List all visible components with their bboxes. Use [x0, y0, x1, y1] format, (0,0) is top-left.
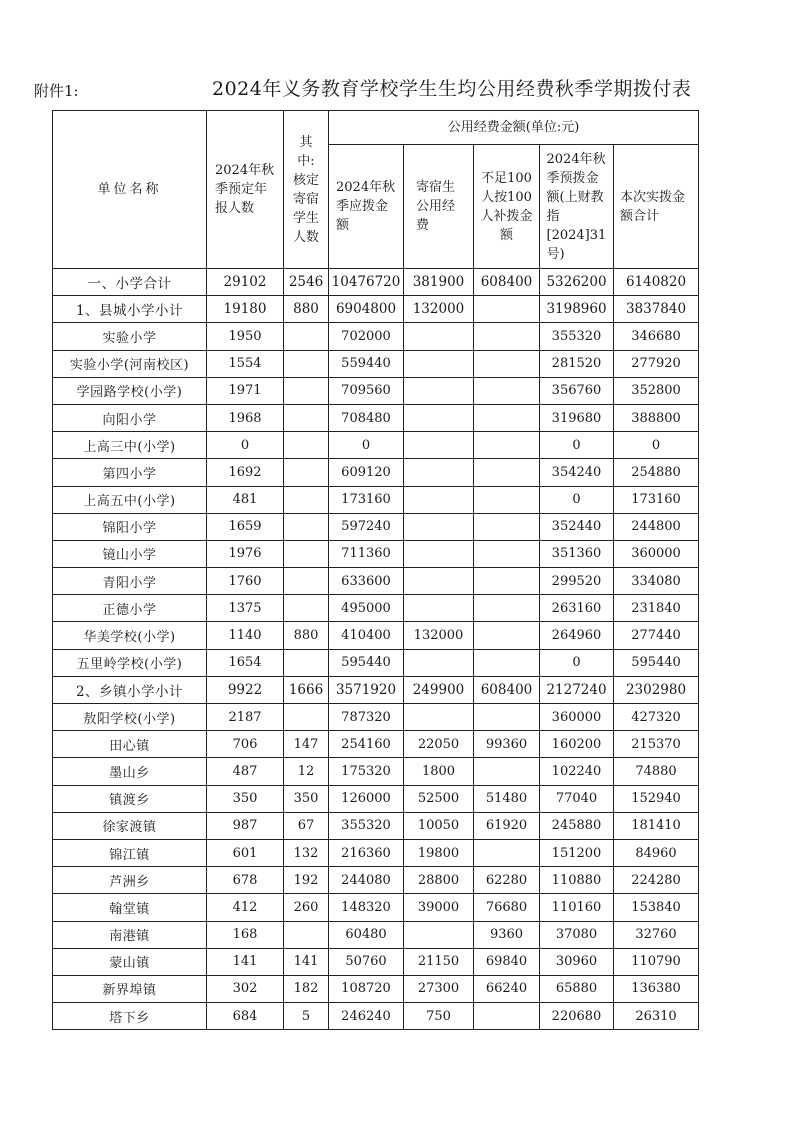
boarding-funds-cell	[404, 595, 474, 622]
unit-name-cell: 锦江镇	[53, 839, 207, 866]
header-due: 2024年秋季应拨金额	[329, 145, 404, 269]
unit-name-cell: 塔下乡	[53, 1003, 207, 1030]
boarding-funds-cell: 132000	[404, 622, 474, 649]
table-row	[53, 758, 699, 785]
boarding-cell	[284, 377, 329, 404]
actual-amount-cell: 6140820	[614, 269, 699, 296]
prepaid-cell: 352440	[540, 513, 614, 540]
table-row	[53, 404, 699, 431]
under100-cell	[474, 404, 540, 431]
unit-name-cell: 实验小学(河南校区)	[53, 350, 207, 377]
enrollment-cell: 1659	[207, 513, 284, 540]
due-amount-cell: 711360	[329, 540, 404, 567]
prepaid-cell: 299520	[540, 568, 614, 595]
due-amount-cell: 609120	[329, 459, 404, 486]
boarding-funds-cell: 28800	[404, 867, 474, 894]
prepaid-cell: 360000	[540, 704, 614, 731]
enrollment-cell: 1140	[207, 622, 284, 649]
boarding-funds-cell	[404, 459, 474, 486]
boarding-funds-cell: 27300	[404, 975, 474, 1002]
due-amount-cell: 355320	[329, 812, 404, 839]
boarding-funds-cell: 19800	[404, 839, 474, 866]
due-amount-cell: 633600	[329, 568, 404, 595]
prepaid-cell: 3198960	[540, 296, 614, 323]
header-boarding: 其中:核定寄宿学生人数	[284, 111, 329, 269]
actual-amount-cell: 84960	[614, 839, 699, 866]
boarding-cell	[284, 921, 329, 948]
boarding-cell	[284, 350, 329, 377]
boarding-funds-cell: 10050	[404, 812, 474, 839]
enrollment-cell: 1375	[207, 595, 284, 622]
boarding-cell: 141	[284, 948, 329, 975]
prepaid-cell: 220680	[540, 1003, 614, 1030]
due-amount-cell: 708480	[329, 404, 404, 431]
boarding-cell: 350	[284, 785, 329, 812]
enrollment-cell: 1976	[207, 540, 284, 567]
boarding-funds-cell: 132000	[404, 296, 474, 323]
actual-amount-cell: 153840	[614, 894, 699, 921]
prepaid-cell: 110160	[540, 894, 614, 921]
boarding-cell	[284, 323, 329, 350]
table-row	[53, 867, 699, 894]
actual-amount-cell: 388800	[614, 404, 699, 431]
under100-cell	[474, 839, 540, 866]
boarding-cell	[284, 459, 329, 486]
under100-cell: 608400	[474, 269, 540, 296]
actual-amount-cell: 136380	[614, 975, 699, 1002]
due-amount-cell: 216360	[329, 839, 404, 866]
prepaid-cell: 245880	[540, 812, 614, 839]
table-row	[53, 731, 699, 758]
header-actual: 本次实拨金额合计	[614, 145, 699, 269]
enrollment-cell: 601	[207, 839, 284, 866]
under100-cell	[474, 323, 540, 350]
table-row	[53, 948, 699, 975]
subtotal-row	[53, 676, 699, 703]
prepaid-cell: 37080	[540, 921, 614, 948]
under100-cell	[474, 568, 540, 595]
boarding-cell: 67	[284, 812, 329, 839]
due-amount-cell: 254160	[329, 731, 404, 758]
boarding-cell: 2546	[284, 269, 329, 296]
table-row	[53, 459, 699, 486]
due-amount-cell: 6904800	[329, 296, 404, 323]
unit-name-cell: 蒙山镇	[53, 948, 207, 975]
boarding-funds-cell: 22050	[404, 731, 474, 758]
under100-cell: 61920	[474, 812, 540, 839]
under100-cell	[474, 459, 540, 486]
actual-amount-cell: 231840	[614, 595, 699, 622]
enrollment-cell: 1760	[207, 568, 284, 595]
boarding-funds-cell	[404, 323, 474, 350]
enrollment-cell: 302	[207, 975, 284, 1002]
table-row	[53, 568, 699, 595]
enrollment-cell: 684	[207, 1003, 284, 1030]
actual-amount-cell: 32760	[614, 921, 699, 948]
enrollment-cell: 1950	[207, 323, 284, 350]
boarding-cell	[284, 595, 329, 622]
actual-amount-cell: 152940	[614, 785, 699, 812]
prepaid-cell: 160200	[540, 731, 614, 758]
boarding-funds-cell	[404, 377, 474, 404]
under100-cell: 69840	[474, 948, 540, 975]
prepaid-cell: 263160	[540, 595, 614, 622]
header-prepaid: 2024年秋季预拨金额(上财教指[2024]31号)	[540, 145, 614, 269]
due-amount-cell: 173160	[329, 486, 404, 513]
header-boarding-funds: 寄宿生公用经费	[404, 145, 474, 269]
actual-amount-cell: 2302980	[614, 676, 699, 703]
under100-cell	[474, 704, 540, 731]
boarding-cell: 1666	[284, 676, 329, 703]
unit-name-cell: 镇渡乡	[53, 785, 207, 812]
attachment-label: 附件1:	[34, 82, 79, 100]
due-amount-cell: 495000	[329, 595, 404, 622]
under100-cell	[474, 296, 540, 323]
unit-name-cell: 敖阳学校(小学)	[53, 704, 207, 731]
unit-name-cell: 新界埠镇	[53, 975, 207, 1002]
boarding-funds-cell: 52500	[404, 785, 474, 812]
under100-cell	[474, 540, 540, 567]
table-row	[53, 377, 699, 404]
boarding-cell: 192	[284, 867, 329, 894]
due-amount-cell: 0	[329, 432, 404, 459]
actual-amount-cell: 334080	[614, 568, 699, 595]
enrollment-cell: 2187	[207, 704, 284, 731]
enrollment-cell: 1554	[207, 350, 284, 377]
boarding-funds-cell	[404, 513, 474, 540]
actual-amount-cell: 277920	[614, 350, 699, 377]
boarding-cell	[284, 704, 329, 731]
table-row	[53, 432, 699, 459]
due-amount-cell: 10476720	[329, 269, 404, 296]
table-row	[53, 921, 699, 948]
prepaid-cell: 0	[540, 649, 614, 676]
boarding-funds-cell	[404, 704, 474, 731]
boarding-cell: 132	[284, 839, 329, 866]
boarding-funds-cell	[404, 432, 474, 459]
under100-cell: 66240	[474, 975, 540, 1002]
under100-cell: 51480	[474, 785, 540, 812]
enrollment-cell: 481	[207, 486, 284, 513]
boarding-funds-cell: 39000	[404, 894, 474, 921]
due-amount-cell: 108720	[329, 975, 404, 1002]
unit-name-cell: 五里岭学校(小学)	[53, 649, 207, 676]
boarding-funds-cell	[404, 404, 474, 431]
actual-amount-cell: 110790	[614, 948, 699, 975]
enrollment-cell: 1968	[207, 404, 284, 431]
table-row	[53, 649, 699, 676]
actual-amount-cell: 26310	[614, 1003, 699, 1030]
prepaid-cell: 0	[540, 486, 614, 513]
boarding-funds-cell: 381900	[404, 269, 474, 296]
unit-name-cell: 田心镇	[53, 731, 207, 758]
enrollment-cell: 487	[207, 758, 284, 785]
table-row	[53, 486, 699, 513]
header-unit-name: 单位名称	[53, 111, 207, 269]
table-row	[53, 785, 699, 812]
table-row	[53, 350, 699, 377]
unit-name-cell: 上高五中(小学)	[53, 486, 207, 513]
due-amount-cell: 175320	[329, 758, 404, 785]
actual-amount-cell: 244800	[614, 513, 699, 540]
due-amount-cell: 244080	[329, 867, 404, 894]
boarding-funds-cell: 1800	[404, 758, 474, 785]
under100-cell: 76680	[474, 894, 540, 921]
boarding-funds-cell: 21150	[404, 948, 474, 975]
table-row	[53, 323, 699, 350]
actual-amount-cell: 0	[614, 432, 699, 459]
under100-cell	[474, 377, 540, 404]
due-amount-cell: 50760	[329, 948, 404, 975]
under100-cell	[474, 758, 540, 785]
under100-cell: 9360	[474, 921, 540, 948]
unit-name-cell: 1、县城小学小计	[53, 296, 207, 323]
unit-name-cell: 墨山乡	[53, 758, 207, 785]
table-row	[53, 894, 699, 921]
boarding-cell	[284, 540, 329, 567]
due-amount-cell: 702000	[329, 323, 404, 350]
table-row	[53, 595, 699, 622]
enrollment-cell: 0	[207, 432, 284, 459]
table-row	[53, 975, 699, 1002]
header-funds-group: 公用经费金额(单位:元)	[329, 111, 699, 145]
under100-cell	[474, 622, 540, 649]
enrollment-cell: 706	[207, 731, 284, 758]
unit-name-cell: 2、乡镇小学小计	[53, 676, 207, 703]
table-row	[53, 812, 699, 839]
due-amount-cell: 60480	[329, 921, 404, 948]
boarding-cell: 5	[284, 1003, 329, 1030]
actual-amount-cell: 427320	[614, 704, 699, 731]
actual-amount-cell: 352800	[614, 377, 699, 404]
actual-amount-cell: 74880	[614, 758, 699, 785]
prepaid-cell: 0	[540, 432, 614, 459]
boarding-cell: 880	[284, 622, 329, 649]
actual-amount-cell: 224280	[614, 867, 699, 894]
unit-name-cell: 南港镇	[53, 921, 207, 948]
under100-cell: 62280	[474, 867, 540, 894]
boarding-cell: 147	[284, 731, 329, 758]
boarding-funds-cell	[404, 921, 474, 948]
actual-amount-cell: 215370	[614, 731, 699, 758]
prepaid-cell: 356760	[540, 377, 614, 404]
prepaid-cell: 102240	[540, 758, 614, 785]
prepaid-cell: 2127240	[540, 676, 614, 703]
prepaid-cell: 355320	[540, 323, 614, 350]
due-amount-cell: 126000	[329, 785, 404, 812]
unit-name-cell: 华美学校(小学)	[53, 622, 207, 649]
boarding-funds-cell	[404, 350, 474, 377]
boarding-cell: 182	[284, 975, 329, 1002]
enrollment-cell: 9922	[207, 676, 284, 703]
enrollment-cell: 1971	[207, 377, 284, 404]
due-amount-cell: 595440	[329, 649, 404, 676]
boarding-funds-cell	[404, 486, 474, 513]
unit-name-cell: 一、小学合计	[53, 269, 207, 296]
unit-name-cell: 实验小学	[53, 323, 207, 350]
table-row	[53, 1003, 699, 1030]
prepaid-cell: 77040	[540, 785, 614, 812]
prepaid-cell: 65880	[540, 975, 614, 1002]
subtotal-row	[53, 296, 699, 323]
boarding-cell: 260	[284, 894, 329, 921]
unit-name-cell: 徐家渡镇	[53, 812, 207, 839]
actual-amount-cell: 277440	[614, 622, 699, 649]
unit-name-cell: 翰堂镇	[53, 894, 207, 921]
prepaid-cell: 151200	[540, 839, 614, 866]
boarding-funds-cell	[404, 568, 474, 595]
under100-cell	[474, 1003, 540, 1030]
actual-amount-cell: 254880	[614, 459, 699, 486]
actual-amount-cell: 3837840	[614, 296, 699, 323]
boarding-cell	[284, 486, 329, 513]
boarding-cell: 880	[284, 296, 329, 323]
under100-cell	[474, 649, 540, 676]
unit-name-cell: 镜山小学	[53, 540, 207, 567]
enrollment-cell: 29102	[207, 269, 284, 296]
prepaid-cell: 354240	[540, 459, 614, 486]
prepaid-cell: 351360	[540, 540, 614, 567]
prepaid-cell: 281520	[540, 350, 614, 377]
unit-name-cell: 青阳小学	[53, 568, 207, 595]
under100-cell	[474, 432, 540, 459]
table-row	[53, 704, 699, 731]
prepaid-cell: 30960	[540, 948, 614, 975]
actual-amount-cell: 173160	[614, 486, 699, 513]
unit-name-cell: 学园路学校(小学)	[53, 377, 207, 404]
actual-amount-cell: 360000	[614, 540, 699, 567]
enrollment-cell: 141	[207, 948, 284, 975]
unit-name-cell: 向阳小学	[53, 404, 207, 431]
boarding-cell	[284, 568, 329, 595]
boarding-cell	[284, 649, 329, 676]
due-amount-cell: 3571920	[329, 676, 404, 703]
boarding-cell: 12	[284, 758, 329, 785]
boarding-cell	[284, 432, 329, 459]
due-amount-cell: 597240	[329, 513, 404, 540]
table-row	[53, 622, 699, 649]
under100-cell	[474, 595, 540, 622]
actual-amount-cell: 181410	[614, 812, 699, 839]
enrollment-cell: 1654	[207, 649, 284, 676]
boarding-funds-cell	[404, 540, 474, 567]
under100-cell: 99360	[474, 731, 540, 758]
unit-name-cell: 锦阳小学	[53, 513, 207, 540]
actual-amount-cell: 346680	[614, 323, 699, 350]
table-row	[53, 513, 699, 540]
due-amount-cell: 246240	[329, 1003, 404, 1030]
due-amount-cell: 148320	[329, 894, 404, 921]
boarding-cell	[284, 513, 329, 540]
header-enrollment: 2024年秋季预定年报人数	[207, 111, 284, 269]
boarding-funds-cell	[404, 649, 474, 676]
header-under100: 不足100人按100人补拨金额	[474, 145, 540, 269]
table-row	[53, 839, 699, 866]
due-amount-cell: 410400	[329, 622, 404, 649]
subtotal-row	[53, 269, 699, 296]
due-amount-cell: 787320	[329, 704, 404, 731]
unit-name-cell: 第四小学	[53, 459, 207, 486]
boarding-funds-cell: 249900	[404, 676, 474, 703]
unit-name-cell: 正德小学	[53, 595, 207, 622]
under100-cell: 608400	[474, 676, 540, 703]
due-amount-cell: 559440	[329, 350, 404, 377]
enrollment-cell: 19180	[207, 296, 284, 323]
unit-name-cell: 芦洲乡	[53, 867, 207, 894]
prepaid-cell: 5326200	[540, 269, 614, 296]
prepaid-cell: 110880	[540, 867, 614, 894]
boarding-cell	[284, 404, 329, 431]
under100-cell	[474, 350, 540, 377]
enrollment-cell: 350	[207, 785, 284, 812]
enrollment-cell: 168	[207, 921, 284, 948]
table-row	[53, 540, 699, 567]
prepaid-cell: 264960	[540, 622, 614, 649]
enrollment-cell: 1692	[207, 459, 284, 486]
boarding-funds-cell: 750	[404, 1003, 474, 1030]
due-amount-cell: 709560	[329, 377, 404, 404]
actual-amount-cell: 595440	[614, 649, 699, 676]
under100-cell	[474, 486, 540, 513]
under100-cell	[474, 513, 540, 540]
enrollment-cell: 987	[207, 812, 284, 839]
prepaid-cell: 319680	[540, 404, 614, 431]
document-title: 2024年义务教育学校学生生均公用经费秋季学期拨付表	[212, 78, 692, 100]
enrollment-cell: 678	[207, 867, 284, 894]
unit-name-cell: 上高三中(小学)	[53, 432, 207, 459]
funding-table	[52, 110, 699, 1030]
enrollment-cell: 412	[207, 894, 284, 921]
